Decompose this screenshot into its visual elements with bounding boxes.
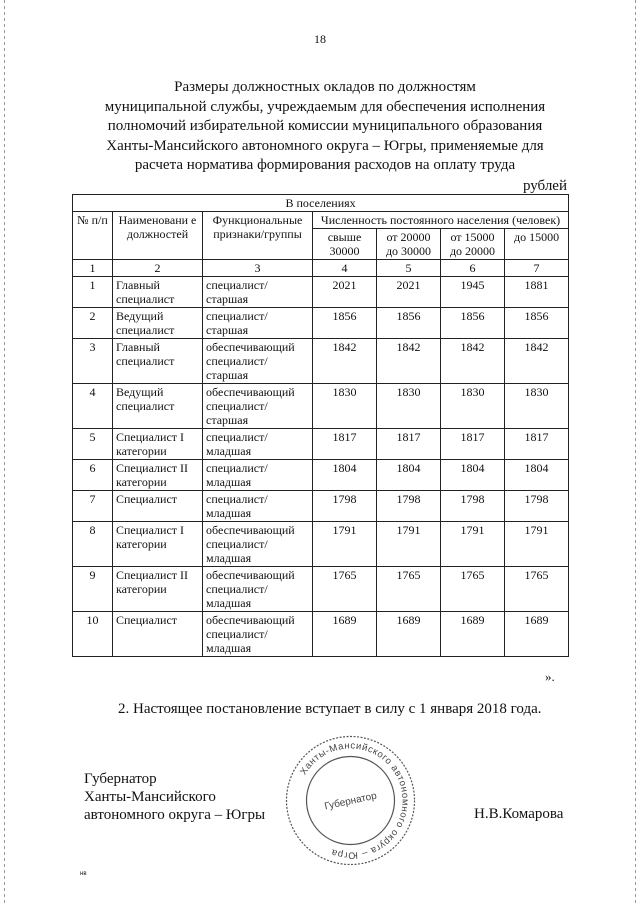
table-row	[73, 460, 569, 491]
functional-group-cell: специалист/ старшая	[203, 277, 313, 308]
position-name-cell: Ведущий специалист	[113, 384, 203, 429]
table-row	[73, 491, 569, 522]
page-number: 18	[314, 32, 326, 46]
index-cell: 5	[377, 260, 441, 277]
salary-table	[72, 194, 569, 657]
governor-title	[84, 770, 265, 824]
functional-group-cell: обеспечивающий специалист/ старшая	[203, 384, 313, 429]
position-name-cell: Главный специалист	[113, 339, 203, 384]
salary-cell: 1856	[505, 308, 569, 339]
header-pop-col: свыше 30000	[313, 229, 377, 260]
salary-cell: 1689	[377, 612, 441, 657]
left-edge-line	[4, 0, 5, 905]
official-stamp	[283, 733, 418, 868]
header-pop-col: от 20000 до 30000	[377, 229, 441, 260]
row-number-cell: 8	[73, 522, 113, 567]
salary-cell: 1804	[313, 460, 377, 491]
effective-date-paragraph: 2. Настоящее постановление вступает в силу с 1 января 2018 года.	[118, 701, 542, 717]
salary-cell: 2021	[313, 277, 377, 308]
salary-cell: 1856	[441, 308, 505, 339]
salary-cell: 1842	[441, 339, 505, 384]
group-header-cell: В поселениях	[73, 195, 569, 212]
salary-cell: 1842	[313, 339, 377, 384]
salary-cell: 1830	[313, 384, 377, 429]
salary-cell: 1791	[313, 522, 377, 567]
salary-cell: 1689	[505, 612, 569, 657]
header-pop-col: от 15000 до 20000	[441, 229, 505, 260]
functional-group-cell: специалист/ младшая	[203, 460, 313, 491]
salary-cell: 1689	[313, 612, 377, 657]
functional-group-cell: обеспечивающий специалист/ младшая	[203, 612, 313, 657]
position-name-cell: Специалист	[113, 491, 203, 522]
salary-cell: 1798	[377, 491, 441, 522]
functional-group-cell: обеспечивающий специалист/ младшая	[203, 522, 313, 567]
units-label: рублей	[522, 178, 567, 194]
index-cell: 2	[113, 260, 203, 277]
governor-line: автономного округа – Югры	[84, 807, 266, 823]
title-line: муниципальной службы, учреждаемым для обеспечения исполнения	[104, 98, 546, 115]
functional-group-cell: специалист/ младшая	[203, 491, 313, 522]
title-line: Размеры должностных окладов по должностям	[174, 79, 476, 95]
salary-cell: 1830	[505, 384, 569, 429]
salary-cell: 1804	[377, 460, 441, 491]
row-number-cell: 5	[73, 429, 113, 460]
table-row	[73, 384, 569, 429]
salary-cell: 1817	[441, 429, 505, 460]
salary-cell: 1791	[505, 522, 569, 567]
row-number-cell: 3	[73, 339, 113, 384]
functional-group-cell: специалист/ младшая	[203, 429, 313, 460]
salary-cell: 1856	[377, 308, 441, 339]
salary-cell: 1804	[441, 460, 505, 491]
table-header-row	[73, 212, 569, 229]
index-cell: 1	[73, 260, 113, 277]
header-pop-col: до 15000	[505, 229, 569, 260]
closing-quote: ».	[545, 669, 555, 684]
salary-cell: 1765	[505, 567, 569, 612]
position-name-cell: Специалист II категории	[113, 567, 203, 612]
table-index-row	[73, 260, 569, 277]
row-number-cell: 7	[73, 491, 113, 522]
table-row	[73, 277, 569, 308]
stamp-center-text: Губернатор	[323, 790, 378, 813]
title-line: полномочий избирательной комиссии муниципального образования	[107, 118, 543, 134]
title-line: расчета норматива формирования расходов на оплату труда	[134, 157, 516, 173]
salary-cell: 1798	[505, 491, 569, 522]
right-edge-line	[635, 0, 636, 905]
index-cell: 6	[441, 260, 505, 277]
salary-cell: 1856	[313, 308, 377, 339]
position-name-cell: Специалист I категории	[113, 429, 203, 460]
table-row	[73, 339, 569, 384]
salary-cell: 1830	[377, 384, 441, 429]
functional-group-cell: обеспечивающий специалист/ младшая	[203, 567, 313, 612]
position-name-cell: Специалист	[113, 612, 203, 657]
position-name-cell: Ведущий специалист	[113, 308, 203, 339]
salary-cell: 1881	[505, 277, 569, 308]
position-name-cell: Специалист II категории	[113, 460, 203, 491]
row-number-cell: 2	[73, 308, 113, 339]
row-number-cell: 4	[73, 384, 113, 429]
salary-cell: 1765	[441, 567, 505, 612]
header-number: № п/п	[73, 212, 113, 260]
signer-name: Н.В.Комарова	[474, 806, 564, 822]
table-row	[73, 567, 569, 612]
position-name-cell: Специалист I категории	[113, 522, 203, 567]
row-number-cell: 10	[73, 612, 113, 657]
row-number-cell: 6	[73, 460, 113, 491]
salary-cell: 1798	[313, 491, 377, 522]
salary-cell: 1830	[441, 384, 505, 429]
title-line: Ханты-Мансийского автономного округа – Югры, применяемые для	[106, 137, 544, 154]
salary-cell: 1804	[505, 460, 569, 491]
header-functional-group: Функциональные признаки/группы	[203, 212, 313, 260]
salary-cell: 1798	[441, 491, 505, 522]
salary-cell: 1842	[505, 339, 569, 384]
table-row	[73, 308, 569, 339]
salary-cell: 1817	[313, 429, 377, 460]
governor-line: Губернатор	[84, 771, 157, 787]
salary-cell: 1765	[313, 567, 377, 612]
salary-cell: 2021	[377, 277, 441, 308]
table-row	[73, 522, 569, 567]
header-population: Численность постоянного населения (человек)	[313, 212, 569, 229]
salary-cell: 1945	[441, 277, 505, 308]
functional-group-cell: специалист/ старшая	[203, 308, 313, 339]
header-position-name: Наименовани е должностей	[113, 212, 203, 260]
index-cell: 3	[203, 260, 313, 277]
index-cell: 7	[505, 260, 569, 277]
row-number-cell: 1	[73, 277, 113, 308]
index-cell: 4	[313, 260, 377, 277]
salary-cell: 1765	[377, 567, 441, 612]
functional-group-cell: обеспечивающий специалист/ старшая	[203, 339, 313, 384]
salary-cell: 1791	[441, 522, 505, 567]
salary-cell: 1791	[377, 522, 441, 567]
table-group-header-row	[73, 195, 569, 212]
position-name-cell: Главный специалист	[113, 277, 203, 308]
salary-cell: 1817	[377, 429, 441, 460]
document-title	[60, 78, 590, 176]
row-number-cell: 9	[73, 567, 113, 612]
salary-cell: 1842	[377, 339, 441, 384]
governor-line: Ханты-Мансийского	[84, 789, 216, 805]
table-row	[73, 612, 569, 657]
stamp-ring-text: Ханты-Мансийского автономного округа – Югра	[298, 740, 411, 861]
salary-cell: 1689	[441, 612, 505, 657]
table-row	[73, 429, 569, 460]
salary-cell: 1817	[505, 429, 569, 460]
executor-initials: нв	[80, 871, 87, 877]
